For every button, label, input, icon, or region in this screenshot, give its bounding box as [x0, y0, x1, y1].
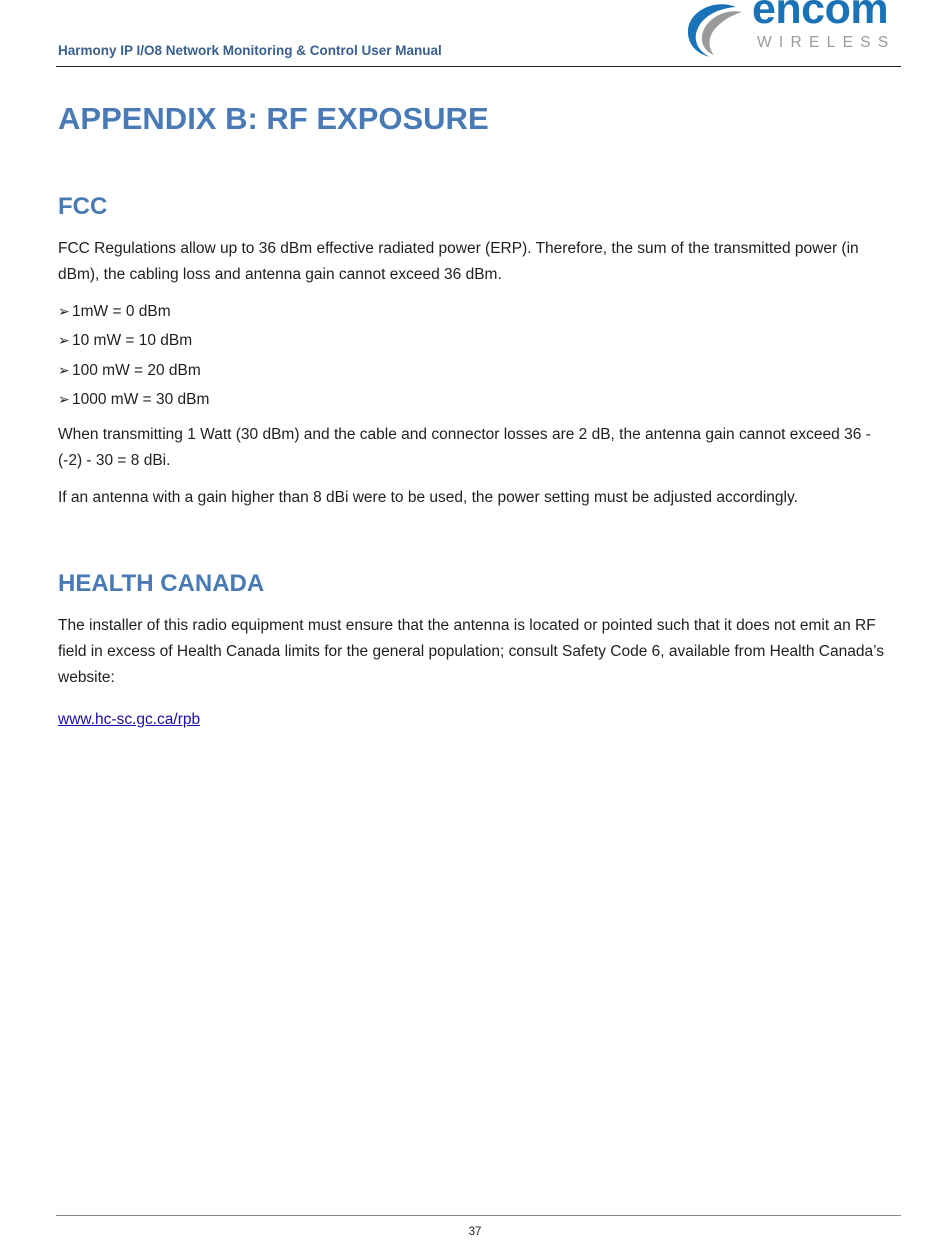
list-item: ➢ 1mW = 0 dBm: [58, 297, 888, 327]
arrow-bullet-icon: ➢: [58, 391, 70, 408]
arrow-bullet-icon: ➢: [58, 332, 70, 349]
list-item: ➢ 100 mW = 20 dBm: [58, 356, 888, 386]
link-paragraph: [58, 707, 888, 733]
company-logo: [684, 0, 902, 62]
health-canada-link[interactable]: www.hc-sc.gc.ca/rpb: [58, 710, 201, 728]
document-title: Harmony IP I/O8 Network Monitoring & Control User Manual: [58, 43, 442, 58]
header-divider: [56, 66, 901, 67]
page-title: APPENDIX B: RF EXPOSURE: [58, 101, 489, 136]
logo-subtitle: WIRELESS: [757, 34, 896, 51]
logo-wordmark: encom: [752, 0, 889, 33]
health-canada-text: The installer of this radio equipment must ensure that the antenna is located or pointed such that it does not emit an RF field in excess of Health Canada limits for the general population; consult Safety Code 6, available from Health Canada’s website:: [58, 616, 884, 686]
arrow-bullet-icon: ➢: [58, 361, 70, 378]
arrow-bullet-icon: ➢: [58, 302, 70, 319]
health-canada-heading: HEALTH CANADA: [58, 569, 265, 597]
power-conversion-list: [58, 297, 888, 415]
list-item: ➢ 10 mW = 10 dBm: [58, 326, 888, 356]
fcc-example: When transmitting 1 Watt (30 dBm) and the cable and connector losses are 2 dB, the antenna gain cannot exceed 36 - (-2) - 30 = 8 dBi.: [58, 425, 871, 469]
fcc-heading: FCC: [58, 193, 108, 221]
fcc-note: If an antenna with a gain higher than 8 dBi were to be used, the power setting must be adjusted accordingly.: [58, 488, 798, 506]
logo-swoosh-icon: [684, 0, 754, 62]
page-number: 37: [468, 1226, 482, 1238]
page-content: [58, 100, 888, 733]
fcc-intro: FCC Regulations allow up to 36 dBm effective radiated power (ERP). Therefore, the sum of the transmitted power (in dBm), the cabling loss and antenna gain cannot exceed 36 dBm.: [58, 239, 859, 283]
footer-divider: [56, 1215, 901, 1216]
list-item: ➢ 1000 mW = 30 dBm: [58, 385, 888, 415]
